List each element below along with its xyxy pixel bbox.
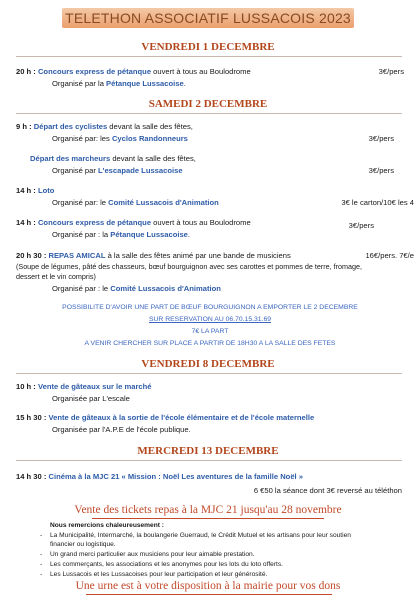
- flyer-title: TELETHON ASSOCIATIF LUSSACOIS 2023: [65, 10, 351, 26]
- price-loto: 3€ le carton/10€ les 4: [341, 198, 414, 207]
- thanks-item-continued: financier ou logistique.: [50, 541, 116, 548]
- title-banner: [62, 8, 354, 28]
- price-cinema: 6 €50 la séance dont 3€ reversé au téléthon: [253, 486, 402, 495]
- organizer-prefix: Organisé par : la: [52, 230, 111, 239]
- event-time: 20 h :: [16, 67, 38, 76]
- event-name: Loto: [37, 186, 55, 195]
- event-loto: [16, 186, 54, 196]
- price-dinner: 16€/pers. 7€/e: [365, 251, 414, 260]
- event-name: Départ des marcheurs: [30, 154, 111, 163]
- event-walkers: [30, 154, 196, 164]
- takeaway-pickup: A VENIR CHERCHER SUR PLACE A PARTIR DE 18H30 A LA SALLE DES FETES: [84, 340, 336, 347]
- event-name: Concours express de pétanque: [37, 67, 152, 76]
- price-cyclists: 3€/pers: [368, 134, 394, 143]
- event-name: REPAS AMICAL: [48, 251, 106, 260]
- thanks-text: La Municipalité, Intermarché, la boulangerie Guerraud, le Crédit Mutuel et les artisans pour leur soutien: [50, 532, 351, 539]
- event-cake-school: [16, 413, 314, 423]
- bullet-dash: -: [40, 571, 43, 578]
- thanks-text: Les Lussacois et les Lussacoises pour leur participation et leur générosité.: [50, 571, 268, 578]
- day-heading-wednesday-13: MERCREDI 13 DECEMBRE: [137, 445, 279, 457]
- thanks-item: [40, 550, 255, 559]
- organizer-dinner: [52, 284, 221, 294]
- event-time: 10 h :: [16, 382, 38, 391]
- ticket-sale-notice: Vente des tickets repas à la MJC 21 jusqu'au 28 novembre: [74, 504, 342, 516]
- price-petanque-2: 3€/pers: [348, 221, 374, 230]
- takeaway-price: 7€ LA PART: [191, 328, 229, 335]
- event-petanque-2: [16, 218, 251, 228]
- price-petanque-1: 3€/pers: [378, 67, 404, 76]
- event-dinner: [16, 251, 291, 261]
- organizer-loto: [52, 198, 219, 208]
- donation-urn-notice: Une urne est à votre disposition à la mairie pour vos dons: [75, 580, 341, 592]
- thanks-heading: Nous remercions chaleureusement :: [50, 522, 164, 529]
- thanks-text: Les commerçants, les associations et les anonymes pour les lots du loto offerts.: [50, 561, 283, 568]
- day-heading-friday-8: VENDREDI 8 DECEMBRE: [141, 358, 275, 370]
- organizer-prefix: Organisé par : le: [52, 284, 111, 293]
- takeaway-phone: SUR RESERVATION AU 06.70.15.31.69: [148, 316, 272, 323]
- event-time: 14 h :: [16, 218, 38, 227]
- organizer-cake-market: Organisée par L'escale: [52, 394, 130, 403]
- organizer-name: Pétanque Lussacoise: [110, 230, 188, 239]
- organizer-name: Comité Lussacois d'Animation: [108, 198, 219, 207]
- event-cinema: [16, 472, 303, 482]
- dinner-menu-line-1: (Soupe de légumes, pâté des chasseurs, bœuf bourguignon avec ses carottes et pommes de terre, fromage,: [16, 262, 362, 271]
- event-detail: devant la salle des fêtes,: [107, 122, 193, 131]
- event-time: 20 h 30 :: [16, 251, 49, 260]
- event-name: Vente de gâteaux sur le marché: [37, 382, 152, 391]
- event-cake-market: [16, 382, 152, 392]
- event-name: Vente de gâteaux à la sortie de l'école élémentaire et de l'école maternelle: [48, 413, 315, 422]
- thanks-item: [40, 570, 267, 579]
- ticket-underline: [92, 518, 324, 519]
- event-time: 14 h :: [16, 186, 38, 195]
- organizer-cyclists: [52, 134, 188, 144]
- event-name: Départ des cyclistes: [33, 122, 108, 131]
- organizer-suffix: .: [183, 79, 186, 88]
- event-detail: ouvert à tous au Boulodrome: [151, 67, 251, 76]
- event-time: 15 h 30 :: [16, 413, 49, 422]
- day-heading-saturday-2: SAMEDI 2 DECEMBRE: [148, 98, 268, 110]
- organizer-name: Pétanque Lussacoise: [106, 79, 184, 88]
- event-detail: ouvert à tous au Boulodrome: [151, 218, 251, 227]
- organizer-name: L'escapade Lussacoise: [98, 166, 183, 175]
- urn-underline: [86, 594, 332, 595]
- organizer-prefix: Organisé par la: [52, 79, 107, 88]
- dinner-menu-line-2: dessert et le vin compris): [16, 272, 96, 281]
- day-heading-friday-1: VENDREDI 1 DECEMBRE: [141, 41, 275, 53]
- event-time: 14 h 30 :: [16, 472, 49, 481]
- organizer-prefix: Organisé par: le: [52, 198, 109, 207]
- event-name: Concours express de pétanque: [37, 218, 152, 227]
- thanks-text: Un grand merci particulier aux musiciens pour leur aimable prestation.: [50, 551, 255, 558]
- thanks-item: [40, 560, 283, 569]
- organizer-petanque-1: [52, 79, 186, 89]
- price-walkers: 3€/pers: [368, 166, 394, 175]
- divider: [16, 56, 402, 57]
- organizer-suffix: .: [187, 230, 191, 239]
- organizer-name: Comité Lussacois d'Animation: [110, 284, 221, 293]
- event-petanque-1: [16, 67, 251, 77]
- thanks-item: [40, 531, 351, 540]
- organizer-prefix: Organisé par: les: [52, 134, 112, 143]
- organizer-cake-school: Organisée par l'A.P.E de l'école publique.: [52, 425, 191, 434]
- event-time: 9 h :: [16, 122, 34, 131]
- organizer-prefix: Organisé par: [52, 166, 99, 175]
- organizer-walkers: [52, 166, 183, 176]
- divider: [16, 113, 402, 114]
- takeaway-notice-line-1: POSSIBILITE D'AVOIR UNE PART DE BŒUF BOURGUIGNON A EMPORTER LE 2 DECEMBRE: [62, 304, 358, 311]
- bullet-dash: -: [40, 561, 43, 568]
- event-name: Cinéma à la MJC 21 « Mission : Noël Les aventures de la famille Noël »: [48, 472, 303, 481]
- event-detail: devant la salle des fêtes,: [110, 154, 196, 163]
- event-cyclists: [16, 122, 193, 132]
- divider: [16, 373, 402, 374]
- divider: [16, 460, 402, 461]
- organizer-petanque-2: [52, 230, 190, 240]
- bullet-dash: -: [40, 551, 43, 558]
- event-detail: à la salle des fêtes animé par une bande de musiciens: [105, 251, 291, 260]
- organizer-name: Cyclos Randonneurs: [111, 134, 188, 143]
- bullet-dash: -: [40, 532, 43, 539]
